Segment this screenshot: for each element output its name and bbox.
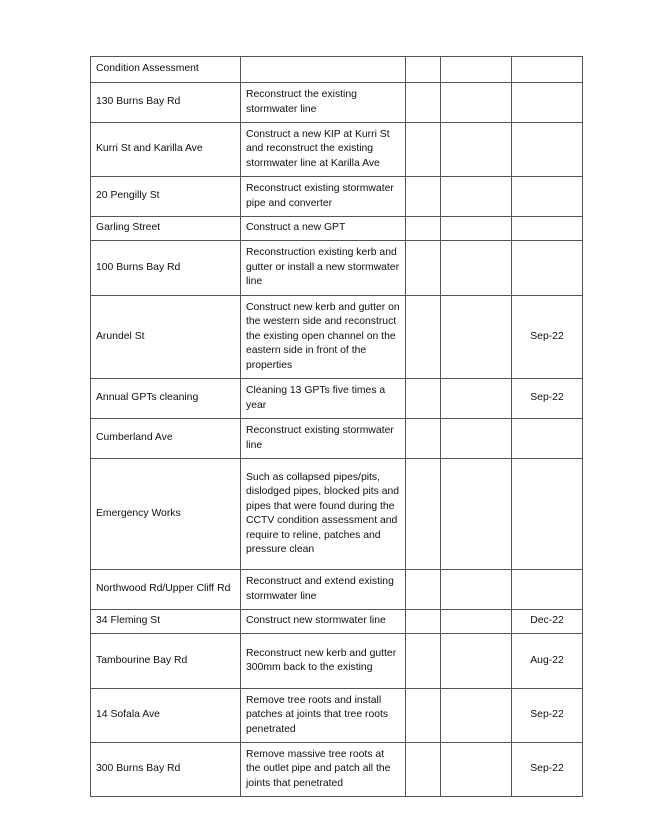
location-cell: Tambourine Bay Rd <box>91 634 241 689</box>
table-row <box>91 83 583 123</box>
table-row <box>91 610 583 634</box>
works-table <box>90 56 583 797</box>
date-cell <box>512 241 583 296</box>
date-cell: Sep-22 <box>512 743 583 797</box>
date-cell: Sep-22 <box>512 296 583 379</box>
location-cell: Condition Assessment <box>91 57 241 83</box>
location-cell: Kurri St and Karilla Ave <box>91 123 241 177</box>
description-cell: Reconstruction existing kerb and gutter or install a new stormwater line <box>241 241 406 296</box>
empty-cell <box>406 296 441 379</box>
empty-cell <box>441 83 512 123</box>
table-row <box>91 689 583 743</box>
table-row <box>91 570 583 610</box>
table-row <box>91 217 583 241</box>
date-cell <box>512 217 583 241</box>
table-row <box>91 379 583 419</box>
date-cell: Dec-22 <box>512 610 583 634</box>
empty-cell <box>406 634 441 689</box>
location-cell: Annual GPTs cleaning <box>91 379 241 419</box>
description-cell: Reconstruct and extend existing stormwater line <box>241 570 406 610</box>
table-row <box>91 743 583 797</box>
empty-cell <box>441 123 512 177</box>
date-cell <box>512 177 583 217</box>
table-row <box>91 57 583 83</box>
description-cell <box>241 57 406 83</box>
date-cell <box>512 459 583 570</box>
description-cell: Remove massive tree roots at the outlet pipe and patch all the joints that penetrated <box>241 743 406 797</box>
empty-cell <box>406 419 441 459</box>
table-row <box>91 123 583 177</box>
table-row <box>91 177 583 217</box>
empty-cell <box>406 459 441 570</box>
date-cell <box>512 570 583 610</box>
empty-cell <box>441 177 512 217</box>
description-cell: Such as collapsed pipes/pits, dislodged pipes, blocked pits and pipes that were found during the CCTV condition assessment and require to reline, patches and pressure clean <box>241 459 406 570</box>
empty-cell <box>406 570 441 610</box>
empty-cell <box>441 217 512 241</box>
location-cell: Garling Street <box>91 217 241 241</box>
description-cell: Remove tree roots and install patches at joints that tree roots penetrated <box>241 689 406 743</box>
empty-cell <box>441 743 512 797</box>
description-cell: Reconstruct existing stormwater line <box>241 419 406 459</box>
location-cell: 100 Burns Bay Rd <box>91 241 241 296</box>
empty-cell <box>406 217 441 241</box>
description-cell: Reconstruct new kerb and gutter 300mm back to the existing <box>241 634 406 689</box>
empty-cell <box>406 123 441 177</box>
date-cell: Sep-22 <box>512 379 583 419</box>
location-cell: 34 Fleming St <box>91 610 241 634</box>
description-cell: Reconstruct existing stormwater pipe and converter <box>241 177 406 217</box>
empty-cell <box>406 379 441 419</box>
empty-cell <box>406 743 441 797</box>
table-row <box>91 459 583 570</box>
empty-cell <box>441 570 512 610</box>
description-cell: Reconstruct the existing stormwater line <box>241 83 406 123</box>
description-cell: Construct a new KIP at Kurri St and reconstruct the existing stormwater line at Karilla Ave <box>241 123 406 177</box>
location-cell: Emergency Works <box>91 459 241 570</box>
table-row <box>91 241 583 296</box>
empty-cell <box>441 419 512 459</box>
empty-cell <box>406 610 441 634</box>
location-cell: Northwood Rd/Upper Cliff Rd <box>91 570 241 610</box>
location-cell: 130 Burns Bay Rd <box>91 83 241 123</box>
table-row <box>91 634 583 689</box>
date-cell: Aug-22 <box>512 634 583 689</box>
empty-cell <box>441 241 512 296</box>
empty-cell <box>441 689 512 743</box>
empty-cell <box>441 634 512 689</box>
description-cell: Construct new kerb and gutter on the western side and reconstruct the existing open channel on the eastern side in front of the properties <box>241 296 406 379</box>
empty-cell <box>441 459 512 570</box>
empty-cell <box>441 57 512 83</box>
empty-cell <box>406 177 441 217</box>
location-cell: Arundel St <box>91 296 241 379</box>
location-cell: Cumberland Ave <box>91 419 241 459</box>
table-row <box>91 296 583 379</box>
location-cell: 20 Pengilly St <box>91 177 241 217</box>
empty-cell <box>406 83 441 123</box>
empty-cell <box>441 296 512 379</box>
empty-cell <box>441 379 512 419</box>
date-cell: Sep-22 <box>512 689 583 743</box>
empty-cell <box>406 689 441 743</box>
table-row <box>91 419 583 459</box>
location-cell: 300 Burns Bay Rd <box>91 743 241 797</box>
empty-cell <box>406 57 441 83</box>
date-cell <box>512 419 583 459</box>
date-cell <box>512 123 583 177</box>
date-cell <box>512 57 583 83</box>
location-cell: 14 Sofala Ave <box>91 689 241 743</box>
description-cell: Construct a new GPT <box>241 217 406 241</box>
empty-cell <box>406 241 441 296</box>
description-cell: Cleaning 13 GPTs five times a year <box>241 379 406 419</box>
description-cell: Construct new stormwater line <box>241 610 406 634</box>
date-cell <box>512 83 583 123</box>
empty-cell <box>441 610 512 634</box>
